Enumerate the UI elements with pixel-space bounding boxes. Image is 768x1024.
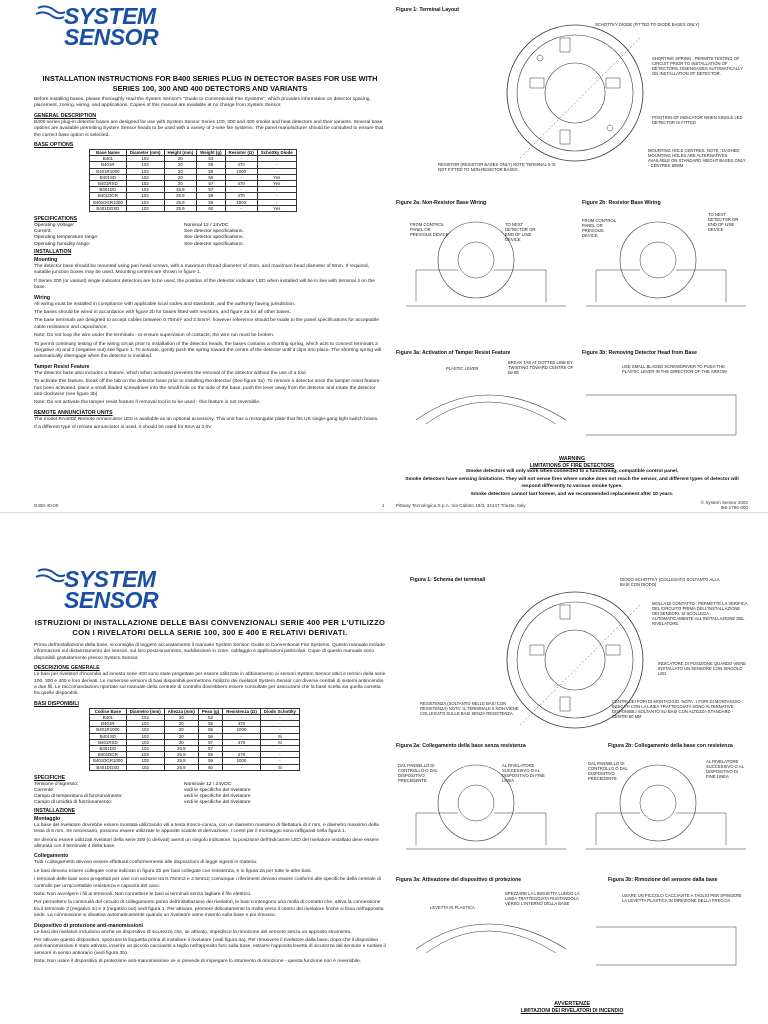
table-cell: 55: [197, 168, 225, 174]
table-cell: 20: [164, 733, 198, 739]
table-cell: -: [260, 721, 299, 727]
table-header: Resistenza (Ω): [223, 708, 261, 714]
tamper-heading-it: Dispositivo di protezione anti-manomissioni: [34, 922, 143, 929]
spec-label: Current:: [34, 229, 52, 235]
italian-left-column: [34, 643, 386, 968]
table-cell: B401R: [90, 162, 127, 168]
page-number: 1: [382, 503, 385, 508]
fig1-indicator-note: POSITION OF INDICATOR WHEN SINGLE LED DETECTOR IS FITTED: [652, 115, 743, 125]
base-options-heading: BASE OPTIONS: [34, 142, 74, 149]
table-header: Diametro (mm): [126, 708, 164, 714]
table-cell: -: [257, 187, 296, 193]
figure-2b-label: Figure 2b: Resistor Base Wiring: [582, 200, 661, 206]
table-cell: B401SD: [90, 174, 127, 180]
table-cell: 25.9: [164, 193, 197, 199]
specifications-heading: SPECIFICATIONS: [34, 216, 78, 223]
table-cell: 102: [126, 187, 164, 193]
table-cell: 57: [197, 187, 225, 193]
table-header: Diameter (mm): [126, 150, 164, 156]
table-header: Codice Base: [90, 708, 127, 714]
table-header: Schottky Diode: [257, 150, 296, 156]
spec-label: Corrente:: [34, 788, 55, 794]
table-cell: 20: [164, 727, 198, 733]
tamper-text-3-it: Nota: Non usare il dispositivo di protezione anti-manomissione se si prevede di impiegare lo strumento di rimozione - questa funzione non è reversibile.: [34, 959, 362, 965]
wiring-text-2-it: Le basi devono essere collegate come indicato in figura 2b per basi collegate con resistenza, e in figura 2a per tutte le altre basi.: [34, 868, 312, 874]
table-cell: 102: [126, 758, 164, 764]
table-cell: 1000: [223, 758, 261, 764]
terminal-layout-diagram: [500, 18, 650, 168]
table-cell: B401R: [90, 721, 127, 727]
table-row: [90, 205, 297, 211]
table-cell: 59: [197, 193, 225, 199]
table-cell: Yes: [257, 174, 296, 180]
tamper-text-1-it: Le basi del rivelatori includono anche un dispositivo di sicurezza che, se attivato, impedisce la rimozione del sensore senza un apposito strumento.: [34, 929, 352, 935]
table-cell: 60: [198, 764, 222, 770]
table-cell: B401SD: [90, 733, 127, 739]
system-sensor-logo: SYSTEM SENSOR: [34, 4, 184, 52]
mounting-heading-it: Montaggio: [34, 815, 61, 822]
table-cell: B401R1000: [90, 168, 127, 174]
base-options-table: [89, 149, 297, 212]
table-cell: B401R1000: [90, 727, 127, 733]
fig2a-from-panel-it: DAL PANNELLO DI CONTROLLO O DAL DISPOSITIVO PRECEDENTE: [398, 763, 438, 783]
spec-value: vedi le specifiche del rivelatore: [184, 800, 251, 806]
company-address: Pittway Tecnologica S.p.A. Via Caboto 19/3, 34147 Trieste, Italy: [396, 503, 526, 508]
warning-subheading: LIMITATIONS OF FIRE DETECTORS: [529, 463, 615, 469]
table-cell: 57: [197, 181, 225, 187]
table-cell: -: [225, 174, 257, 180]
figure-2b-label-it: Figura 2b: Collegamento della base con resistenza: [608, 743, 733, 749]
logo-wave-icon-it: [34, 567, 68, 589]
fig1-spring-note: SHORTING SPRING : PERMITS TESTING OF CIRCUIT PRIOR TO INSTALLATION OF DETECTORS. DISENGAGES AUTOMATICALLY ON INSTALLATION OF DETECTOR.: [652, 56, 743, 76]
table-cell: 25.9: [164, 764, 198, 770]
fig2a-to-next-it: AL RIVELATORE SUCCESSIVO O AL DISPOSITIVO DI FINE LINEA: [502, 763, 545, 783]
general-description-text: B400 series plug-in detector bases are designed for use with System Sensor Series 100, 300 and 400 smoke and heat detectors and their variants. Several base options are available permitting System Sensor heads to be used with a variety of 2-wire fire systems. The panel manufacturer should be consulted to ensure that the correct base option is selected.: [34, 119, 384, 138]
table-cell: 470: [223, 721, 261, 727]
wiring-text-1: All wiring must be installed in compliance with applicable local codes and standards, and the authority having jurisdiction.: [34, 301, 296, 307]
fig2a-from-panel: FROM CONTROL PANEL OR PREVIOUS DEVICE: [410, 222, 449, 237]
table-cell: 102: [126, 205, 164, 211]
tamper-text-3: Note: Do not activate the tamper resist feature if removal tool is to be used - this feature is not reversible.: [34, 400, 261, 406]
table-cell: 57: [198, 746, 222, 752]
base-options-heading-it: BASI DISPONIBILI: [34, 700, 79, 707]
wiring-text-4-it: Nota: Non avvolgere i fili ai terminali. Non connettere le basi ai terminali senza tagliare il filo elettrico.: [34, 891, 252, 897]
table-cell: B401DG: [90, 187, 127, 193]
table-cell: 25.9: [164, 187, 197, 193]
spec-value: See detector specifications.: [184, 241, 244, 247]
table-cell: 102: [126, 156, 164, 162]
table-cell: 20: [164, 739, 198, 745]
mounting-text-1: The detector base should be mounted using pan head screws, with a maximum thread diameter of 4mm, and maximum head diameter of 8mm. If required, suitable junction boxes may be used. Mounting centres are shown in figure 1.: [34, 263, 369, 276]
table-cell: 20: [164, 715, 198, 721]
mounting-text-2-it: Se devono essere utilizzati rivelatori della serie 300 (o derivati) aventi un singolo indicatore, la posizione dell'indicatore LED del rivelatore installato deve essere allineata con il terminale 4 della base.: [34, 837, 379, 849]
wiring-text-5: To permit continuity testing of the wiring circuit prior to installation of the detector heads, the bases contains a shorting spring, which acts to connect terminals 2 (negative in) and 3 (negative out) see figure 1. To activate, gently push the spring toward the centre of the detector until it clips into place. The shorting spring will automatically disengage when the detector is installed.: [34, 341, 382, 360]
table-header: Altezza (mm): [164, 708, 198, 714]
table-cell: 102: [126, 199, 164, 205]
table-cell: 102: [126, 715, 164, 721]
wiring-heading-it: Collegamento: [34, 853, 69, 860]
table-cell: -: [257, 193, 296, 199]
table-cell: -: [260, 715, 299, 721]
remote-text-1: The model RA400Z Remote Annunciator LED is available as an optional accessory. This unit has a rectangular plate that fits UK single-gang light switch boxes.: [34, 416, 379, 422]
table-cell: 56: [198, 733, 222, 739]
fig1-mounting-note: MOUNTING HOLE CENTRES. NOTE : DASHED MOUNTING HOLES ARE ALTERNATIVES AVAILABLE ON STANDARD HEIGHT BASES ONLY - CENTRES 50MM: [648, 148, 746, 168]
fig1-indicator-note-it: INDICATORE DI POSIZIONE QUANDO VIENE INSTALLATO UN SENSORE CON SINGOLO LED: [658, 661, 747, 676]
logo-wave-icon: [34, 4, 68, 26]
fig3a-lever-label: PLASTIC LEVER: [446, 366, 479, 371]
table-cell: 20: [164, 721, 198, 727]
wiring-text-5-it: Per permettere la continuità del circuito di collegamento prima dell'installazione dei rivelatori, le basi contengono una molla di contatto che, attiva la connessione tra il terminale 2 (negativo in) e 3 (negativo out) vedi figura 1. Per attivare, premere delicatamente la molla verso il centro del rivelatore finché si fissa nell'apposita sede. La connessione si disattiva automaticamente quando un rivelatore viene inserito sulla base e poi rimosso.: [34, 900, 384, 919]
wiring-text-1-it: Tutti i collegamenti devono essere effettuati conformemente alle disposizioni di legge vigenti in materia.: [34, 860, 258, 866]
table-cell: 102: [126, 162, 164, 168]
table-cell: B401DGSD: [90, 764, 127, 770]
english-left-column: [34, 97, 386, 434]
table-cell: Si: [260, 764, 299, 770]
wiring-text-3-it: I terminali delle basi sono progettati per cavi con sezione tra 0.75mm2 e 2.5mm2; comunque i riferimenti devono essere conformi alle specifiche della centrale di controllo per un'accettabile resistenza e capacità del cavo.: [34, 877, 381, 889]
table-header: Peso (g): [198, 708, 222, 714]
table-cell: -: [260, 746, 299, 752]
table-cell: 55: [198, 721, 222, 727]
table-cell: Yes: [257, 205, 296, 211]
table-cell: -: [260, 752, 299, 758]
table-cell: -: [260, 758, 299, 764]
figure-3b-label: Figure 3b: Removing Detector Head from Base: [582, 350, 698, 356]
table-cell: -: [257, 199, 296, 205]
table-cell: 102: [126, 739, 164, 745]
fig1-resistor-note-it: RESISTENZA (SOLTANTO NELLE BASI CON RESISTENZA) NOTA: IL TERMINALE 5 NON VIENE COLLEGATO SULLE BASI SENZA RESISTENZA.: [420, 701, 519, 716]
table-header: Diodo Schottky: [260, 708, 299, 714]
table-cell: 25.9: [164, 758, 198, 764]
warning-heading: WARNING: [558, 456, 586, 462]
tamper-text-2: To activate this feature, break off the tab on the detector base prior to installing the detector (See figure 3a). To remove a detector once the tamper resist feature has been activated, place a small bladed screwdriver into the small hole on the side of the base, push the lever away from the detector and rotate the detector anti-clockwise (see figure 3b).: [34, 379, 380, 397]
table-cell: 20: [164, 174, 197, 180]
figure-2a-label: Figure 2a: Non-Resistor Base Wiring: [396, 200, 487, 206]
table-cell: -: [225, 205, 257, 211]
system-sensor-logo-it: SYSTEM SENSOR: [34, 567, 184, 615]
wiring-text-4: Note: Do not loop the wire under the terminals - to ensure supervision of contacts, the wire run must be broken.: [34, 333, 275, 339]
general-description-heading-it: DESCRIZIONE GENERALE: [34, 665, 100, 672]
fig1-resistor-note: RESISTOR (RESISTOR BASES ONLY) NOTE TERMINAL 5 IS NOT FITTED TO NON-RESISTOR BASES.: [438, 162, 556, 172]
intro-text-it: Prima dell'installazione della base, si consiglia di leggere accuratamente il manuale System Sensor, Guide to Conventional Fire Systems. Questo manuale include informazioni sul distanziamento dei sensori, sul loro posizionamento, suddivisione in zone, cablaggio e applicazioni particolari. Copie di questo manuale sono disponibili gratuitamente presso System Sensor.: [34, 643, 385, 661]
warning-block: [396, 456, 748, 501]
table-cell: B401RSD: [90, 181, 127, 187]
table-cell: 53: [197, 156, 225, 162]
fig3a-lever-label-it: LEVETTA IN PLASTICA: [430, 905, 475, 910]
table-cell: 20: [164, 168, 197, 174]
table-row: [90, 764, 300, 770]
table-cell: 102: [126, 174, 164, 180]
table-cell: -: [223, 764, 261, 770]
fig2b-to-next: TO NEXT DETECTOR OR END OF LINE DEVICE: [708, 212, 739, 232]
table-cell: 55: [198, 727, 222, 733]
table-cell: -: [223, 715, 261, 721]
table-cell: 59: [197, 199, 225, 205]
table-cell: -: [260, 727, 299, 733]
table-cell: 102: [126, 193, 164, 199]
table-cell: -: [257, 168, 296, 174]
fig2b-to-next-it: AL RIVELATORE SUCCESSIVO O AL DISPOSITIVO DI FINE LINEA: [706, 759, 744, 779]
table-cell: -: [257, 156, 296, 162]
wiring-diagrams-it: [396, 753, 748, 858]
table-cell: 102: [126, 733, 164, 739]
table-cell: 102: [126, 746, 164, 752]
table-cell: B401DGR1000: [90, 199, 127, 205]
table-cell: Si: [260, 733, 299, 739]
fig1-schottky-note: SCHOTTKY DIODE (FITTED TO DIODE BASES ONLY): [595, 22, 700, 27]
table-cell: 55: [197, 162, 225, 168]
warning-text-3: Smoke detectors cannot last forever, and we recommended replacement after 10 years.: [470, 492, 674, 498]
spec-label: Operating Voltage:: [34, 223, 75, 229]
table-cell: 59: [198, 758, 222, 764]
warning-text-1: Smoke detectors will only work when connected to a functioning, compatible control panel.: [465, 469, 679, 474]
remote-annunciator-heading: REMOTE ANNUNCIATOR UNITS: [34, 409, 113, 416]
table-header: Base Name: [90, 150, 127, 156]
table-cell: 102: [126, 764, 164, 770]
table-cell: 25.9: [164, 746, 198, 752]
fig3b-screwdriver-note: USE SMALL BLADED SCREWDRIVER TO PUSH THE PLASTIC LEVER IN THE DIRECTION OF THE ARROW: [622, 364, 727, 374]
remote-text-2: If a different type of remote annunciator is used, it should be rated for 5mA at 3.0V: [34, 425, 212, 431]
fig2b-from-panel: FROM CONTROL PANEL OR PREVIOUS DEVICE: [582, 218, 616, 238]
table-cell: B401DGSD: [90, 205, 127, 211]
table-header: Height (mm): [164, 150, 197, 156]
spec-value: See detector specifications.: [184, 235, 244, 241]
spec-value: Nominale 12 / 24VDC: [184, 781, 232, 787]
fig2a-to-next: TO NEXT DETECTOR OR END OF LINE DEVICE: [505, 222, 536, 242]
document-code: D450-40-00: [34, 503, 59, 508]
spec-label: Campo di temperatura di funzionamento:: [34, 794, 123, 800]
wiring-heading: Wiring: [34, 294, 51, 301]
warning-block-it: [396, 1001, 748, 1014]
table-cell: 20: [164, 181, 197, 187]
warning-heading-it: AVVERTENZE: [554, 1001, 590, 1007]
table-cell: -: [225, 187, 257, 193]
installation-heading-it: INSTALLAZIONE: [34, 807, 76, 814]
spec-value: See detector specifications.: [184, 229, 244, 235]
table-cell: -: [223, 733, 261, 739]
table-header: Weight (g): [197, 150, 225, 156]
document-title: INSTALLATION INSTRUCTIONS FOR B400 SERIES PLUG IN DETECTOR BASES FOR USE WITH SERIES 100, 300 AND 400 DETECTORS AND VARIANTS: [42, 74, 378, 93]
wiring-text-2: The bases should be wired in accordance with figure 2b for bases fitted with resistors, and figure 2a for all other bases.: [34, 309, 291, 315]
italian-page: [0, 512, 768, 1024]
mounting-text-2: If Series 300 (or variant) single indicator detectors are to be used, the position of the detector indicator LED when installed will be in line with terminal 4 on the base.: [34, 278, 375, 291]
table-cell: 20: [164, 156, 197, 162]
table-cell: 57: [198, 739, 222, 745]
figure-2a-label-it: Figura 2a: Collegamento della base senza resistenza: [396, 743, 526, 749]
table-cell: 102: [126, 727, 164, 733]
fig3a-tab-note-it: SPEZZARE LA LINGUETTA LUNGO LA LINEA TRATTEGGIATA RUOTANDOLA VERSO L'INTERNO DELLA BASE: [505, 891, 580, 906]
table-cell: B401RSD: [90, 739, 127, 745]
table-cell: 1000: [225, 168, 257, 174]
tamper-heading: Tamper Resist Feature: [34, 363, 90, 370]
table-cell: B401: [90, 715, 127, 721]
table-cell: Si: [260, 739, 299, 745]
table-cell: 470: [223, 752, 261, 758]
table-cell: 102: [126, 168, 164, 174]
table-cell: 53: [198, 715, 222, 721]
mounting-heading: Mounting: [34, 256, 58, 263]
general-description-heading: GENERAL DESCRIPTION: [34, 112, 97, 119]
fig1-mounting-note-it: CENTRI DEI FORI DI MONTAGGIO. NOTA : I FORI DI MONTAGGIO INDICATI CON LA LINEA TRATTEGGIATA SONO ALTERNATIVE DISPONIBILI SOLTANTO SU BASI CON ALTEZZA STANDARD - CENTRI 50 MM: [612, 699, 741, 719]
table-cell: B401DGR: [90, 193, 127, 199]
table-cell: B401DGR: [90, 752, 127, 758]
base-options-table-it: [89, 708, 300, 771]
table-cell: 102: [126, 721, 164, 727]
figure-1-label: Figure 1: Terminal Layout: [396, 7, 460, 13]
table-cell: B401DGR1000: [90, 758, 127, 764]
table-cell: 25.9: [164, 205, 197, 211]
table-cell: 470: [225, 181, 257, 187]
wiring-text-3: The base terminals are designed to accept cables between 0.75mm² and 2.5mm², however reference should be made to the panel specifications for acceptable cable resistance and capacitance.: [34, 318, 379, 330]
table-cell: B401: [90, 156, 127, 162]
mounting-text-1-it: La base del rivelatore dovrebbe essere montata utilizzando viti a testa tronco-conica, con un diametro massimo di filettatura di 4 mm, e diametro massimo della testa di 8 mm. Se necessario, possono essere utilizzate le apposite scatole di derivazione. I centri per il montaggio sono raffigurati nella figura 1.: [34, 822, 379, 835]
fig1-spring-note-it: MOLLA DI CONTATTO : PERMETTE LA VERIFICA DEL CIRCUITO PRIMA DELL'INSTALLAZIONE DEI SENSORI. SI SCOLLEGA AUTOMATICAMENTE ALL'INSTALLAZIONE DEL RIVELATORE.: [652, 601, 748, 626]
fig2b-from-panel-it: DAL PANNELLO DI CONTROLLO O DAL DISPOSITIVO PRECEDENTE: [588, 761, 628, 781]
table-cell: 470: [225, 162, 257, 168]
table-cell: 1000: [225, 199, 257, 205]
table-cell: 59: [198, 752, 222, 758]
installation-heading: INSTALLATION: [34, 248, 72, 255]
table-cell: 60: [197, 205, 225, 211]
table-header: Resistor (Ω): [225, 150, 257, 156]
warning-subheading-it: LIMITAZIONI DEI RIVELATORI DI INCENDIO: [520, 1008, 624, 1014]
table-cell: -: [257, 162, 296, 168]
table-cell: 470: [223, 739, 261, 745]
table-cell: -: [225, 156, 257, 162]
specifications-list-it: [34, 782, 386, 807]
table-cell: 20: [164, 162, 197, 168]
table-cell: -: [223, 746, 261, 752]
table-cell: 102: [126, 181, 164, 187]
spec-label: Tensione d'ingresso:: [34, 781, 79, 787]
table-cell: 1000: [223, 727, 261, 733]
spec-label: Campo di umidità di funzionamento:: [34, 800, 113, 806]
spec-value: vedi le specifiche del rivelatore: [184, 794, 251, 800]
table-cell: 470: [225, 193, 257, 199]
specifications-heading-it: SPECIFICHE: [34, 774, 66, 781]
fig3b-screwdriver-note-it: USARE UN PICCOLO CACCIAVITE A TAGLIO PER SPINGERE LA LEVETTA PLASTICA IN DIREZIONE DELLA FRECCIA: [622, 893, 742, 903]
table-cell: 25.9: [164, 199, 197, 205]
intro-text: Before installing bases, please thoroughly read the System Sensor's "Guide to Conventional Fire Systems", which provides information on detector spacing, placement, zoning, wiring, and applications. Copies of this manual are available at no charge from System Sensor.: [34, 97, 371, 109]
fig3a-tab-note: BREAK TAB AT DOTTED LINE BY TWISTING TOWARD CENTRE OF BASE: [508, 360, 574, 375]
spec-label: Operating temperature range:: [34, 235, 99, 241]
table-cell: Yes: [257, 181, 296, 187]
document-title-it: ISTRUZIONI DI INSTALLAZIONE DELLE BASI CONVENZIONALI SERIE 400 PER L'UTILIZZO CON I RIVELATORI DELLA SERIE 100, 300 E 400 E RELATIVI DERIVATI.: [34, 618, 386, 637]
copyright: © System Sensor 2002 I56-1796-000: [700, 500, 748, 510]
table-cell: 56: [197, 174, 225, 180]
tamper-text-2-it: Per attivare questo dispositivo, spezzare la linguetta prima di installare il rivelatore (vedi figura 3a). Per rimuovere il rivelatore dalla base, dopo che il dispositivo anti-manomissioni è stato attivato, inserire un piccolo cacciavite a taglio nell'apposito foro sulla base, estrarre l'apposita levetta di sicurezza del sensore e ruotare il sensore in senso antiorario (vedi figura 3b).: [34, 937, 386, 956]
figure-3a-label-it: Figura 3a: Attivazione del dispositivo di protezione: [396, 877, 522, 883]
table-cell: 25.9: [164, 752, 198, 758]
figure-1-label-it: Figura 1: Schema dei terminali: [410, 577, 486, 583]
spec-value: Nominal 12 / 24VDC: [184, 223, 229, 229]
warning-text-2: Smoke detectors have sensing limitations. They will not sense fires where smoke does not reach the sensor, and different types of detector will respond differently to various smoke types.: [405, 477, 739, 489]
figure-3b-label-it: Figura 3b: Rimozione del sensore dalla base: [608, 877, 718, 883]
specifications-list: [34, 223, 386, 248]
spec-value: vedi le specifiche del rivelatore: [184, 788, 251, 794]
spec-label: Operating humidity range:: [34, 241, 91, 247]
table-cell: 102: [126, 752, 164, 758]
tamper-text-1: The detector base also includes a feature, which when activated prevents the removal of the detector without the use of a tool.: [34, 370, 307, 376]
figure-3a-label: Figure 3a: Activation of Tamper Resist Feature: [396, 350, 511, 356]
fig1-schottky-note-it: DIODO SCHOTTKY (COLLEGATO SOLTANTO ALLA BASI CON DIODO): [620, 577, 720, 587]
general-description-text-it: Le basi per rivelatori d'incendio ad innesto serie 400 sono state progettate per essere utilizzate in abbinamento ai sensori System Sensor ottici e termici della serie 100, 300 e 400 e loro derivati. Le numerose versioni di basi disponibili permettono l'utilizzo dei rivelatori System Sensor con diverse centrali di sistemi antincendio a due fili. Le raccomandazioni riportate sul manuale della centrale di controllo dovrebbero essere consultate per assicurarsi che la base scelta sia quella corretta fra quelle disponibili.: [34, 672, 386, 697]
table-cell: B401DG: [90, 746, 127, 752]
